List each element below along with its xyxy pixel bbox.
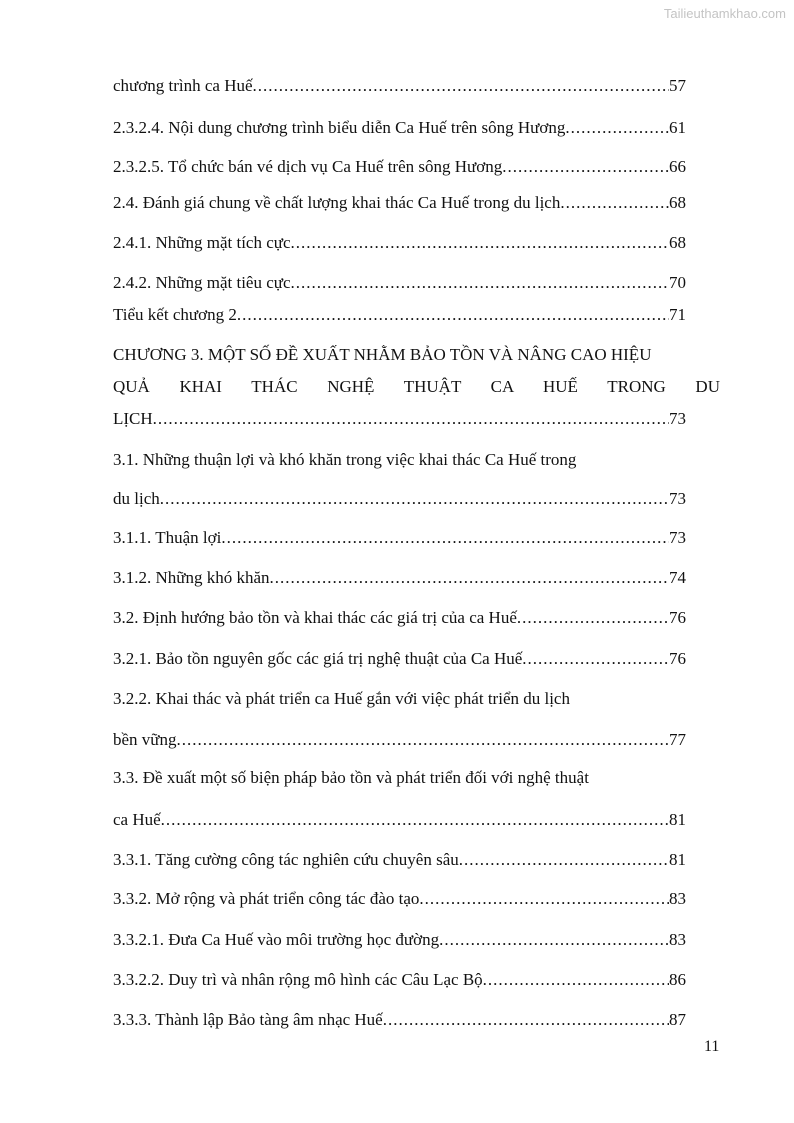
toc-entry-page: 68 [669,233,686,252]
toc-entry-label: 3.2.2. Khai thác và phát triển ca Huế gắn với việc phát triển du lịch [113,689,570,708]
dot-leader [459,849,669,871]
toc-entry[interactable] [113,304,686,326]
toc-entry[interactable] [113,488,686,510]
toc-entry[interactable] [113,232,686,254]
toc-entry-page: 83 [669,930,686,949]
toc-entry-page: 70 [669,273,686,292]
dot-leader [560,192,669,214]
toc-entry-label: 3.3. Đề xuất một số biện pháp bảo tồn và phát triển đối với nghệ thuật [113,768,589,787]
dot-leader [517,607,669,629]
toc-entry[interactable] [113,969,686,991]
dot-leader [291,272,669,294]
toc-entry-label: bền vững [113,730,177,749]
toc-entry-label: 3.3.2.2. Duy trì và nhân rộng mô hình các Câu Lạc Bộ [113,970,483,989]
dot-leader [221,527,669,549]
toc-entry-page: 73 [669,528,686,547]
toc-entry-page: 81 [669,810,686,829]
toc-entry-page: 74 [669,568,686,587]
toc-entry-label: Tiểu kết chương 2 [113,305,237,324]
toc-entry[interactable] [113,527,686,549]
toc-entry[interactable] [113,729,686,751]
chapter-3-title-line-2: QUẢ KHAI THÁC NGHỆ THUẬT CA HUẾ TRONG DU [113,377,720,396]
toc-entry-label: 2.3.2.4. Nội dung chương trình biểu diễn Ca Huế trên sông Hương [113,118,566,137]
toc-entry[interactable] [113,767,686,789]
toc-entry[interactable] [113,648,686,670]
chapter-3-title-line-1: CHƯƠNG 3. MỘT SỐ ĐỀ XUẤT NHẰM BẢO TỒN VÀ NÂNG CAO HIỆU [113,345,652,364]
toc-entry-page: 61 [669,118,686,137]
toc-entry-page: 86 [669,970,686,989]
toc-entry[interactable] [113,929,686,951]
toc-entry-page: 57 [669,76,686,95]
toc-entry-label: LỊCH [113,409,153,428]
dot-leader [522,648,669,670]
toc-entry-label: 3.1.1. Thuận lợi [113,528,222,547]
toc-entry-page: 81 [669,850,686,869]
dot-leader [270,567,669,589]
toc-entry-label: chương trình ca Huế [113,76,253,95]
toc-entry[interactable] [113,75,686,97]
toc-entry[interactable] [113,809,686,831]
toc-entry-label: 2.4.1. Những mặt tích cực [113,233,291,252]
toc-entry[interactable] [113,156,686,178]
dot-leader [439,929,669,951]
dot-leader [291,232,669,254]
toc-entry-label: 3.3.2. Mở rộng và phát triển công tác đào tạo [113,889,420,908]
toc-entry-page: 71 [669,305,686,324]
toc-entry-label: 2.3.2.5. Tổ chức bán vé dịch vụ Ca Huế trên sông Hương [113,157,503,176]
dot-leader [161,809,669,831]
toc-entry-label: 2.4. Đánh giá chung về chất lượng khai thác Ca Huế trong du lịch [113,193,561,212]
toc-entry-label: 3.1. Những thuận lợi và khó khăn trong việc khai thác Ca Huế trong [113,450,577,469]
toc-entry-label: 3.3.2.1. Đưa Ca Huế vào môi trường học đường [113,930,440,949]
toc-entry-label: 3.1.2. Những khó khăn [113,568,270,587]
toc-entry-page: 76 [669,608,686,627]
dot-leader [253,75,669,97]
dot-leader [483,969,669,991]
toc-entry-page: 73 [669,489,686,508]
toc-entry-label: 2.4.2. Những mặt tiêu cực [113,273,291,292]
toc-entry[interactable] [113,1009,686,1031]
toc-entry-page: 87 [669,1010,686,1029]
dot-leader [419,888,669,910]
toc-entry-label: 3.3.3. Thành lập Bảo tàng âm nhạc Huế [113,1010,383,1029]
page-number: 11 [704,1038,720,1055]
toc-entry-page: 76 [669,649,686,668]
toc-entry[interactable] [113,888,686,910]
dot-leader [237,304,669,326]
toc-entry-page: 73 [669,409,686,428]
toc-entry[interactable] [113,192,686,214]
toc-entry-label: 3.3.1. Tăng cường công tác nghiên cứu chuyên sâu [113,850,459,869]
toc-entry[interactable] [113,272,686,294]
toc-entry[interactable] [113,607,686,629]
dot-leader [565,117,669,139]
toc-entry[interactable] [113,849,686,871]
toc-entry-label: ca Huế [113,810,161,829]
toc-entry-page: 68 [669,193,686,212]
toc-entry-label: 3.2. Định hướng bảo tồn và khai thác các giá trị của ca Huế [113,608,517,627]
toc-entry-chapter-3[interactable] [113,408,686,430]
dot-leader [153,408,669,430]
dot-leader [177,729,669,751]
dot-leader [383,1009,669,1031]
toc-entry[interactable] [113,449,686,471]
toc-entry-label: 3.2.1. Bảo tồn nguyên gốc các giá trị nghệ thuật của Ca Huế [113,649,523,668]
toc-entry[interactable] [113,688,686,710]
toc-entry[interactable] [113,567,686,589]
dot-leader [502,156,669,178]
dot-leader [160,488,669,510]
watermark: Tailieuthamkhao.com [663,6,786,21]
toc-entry-page: 83 [669,889,686,908]
toc-entry-page: 66 [669,157,686,176]
toc-entry[interactable] [113,117,686,139]
toc-entry-page: 77 [669,730,686,749]
toc-entry-label: du lịch [113,489,160,508]
